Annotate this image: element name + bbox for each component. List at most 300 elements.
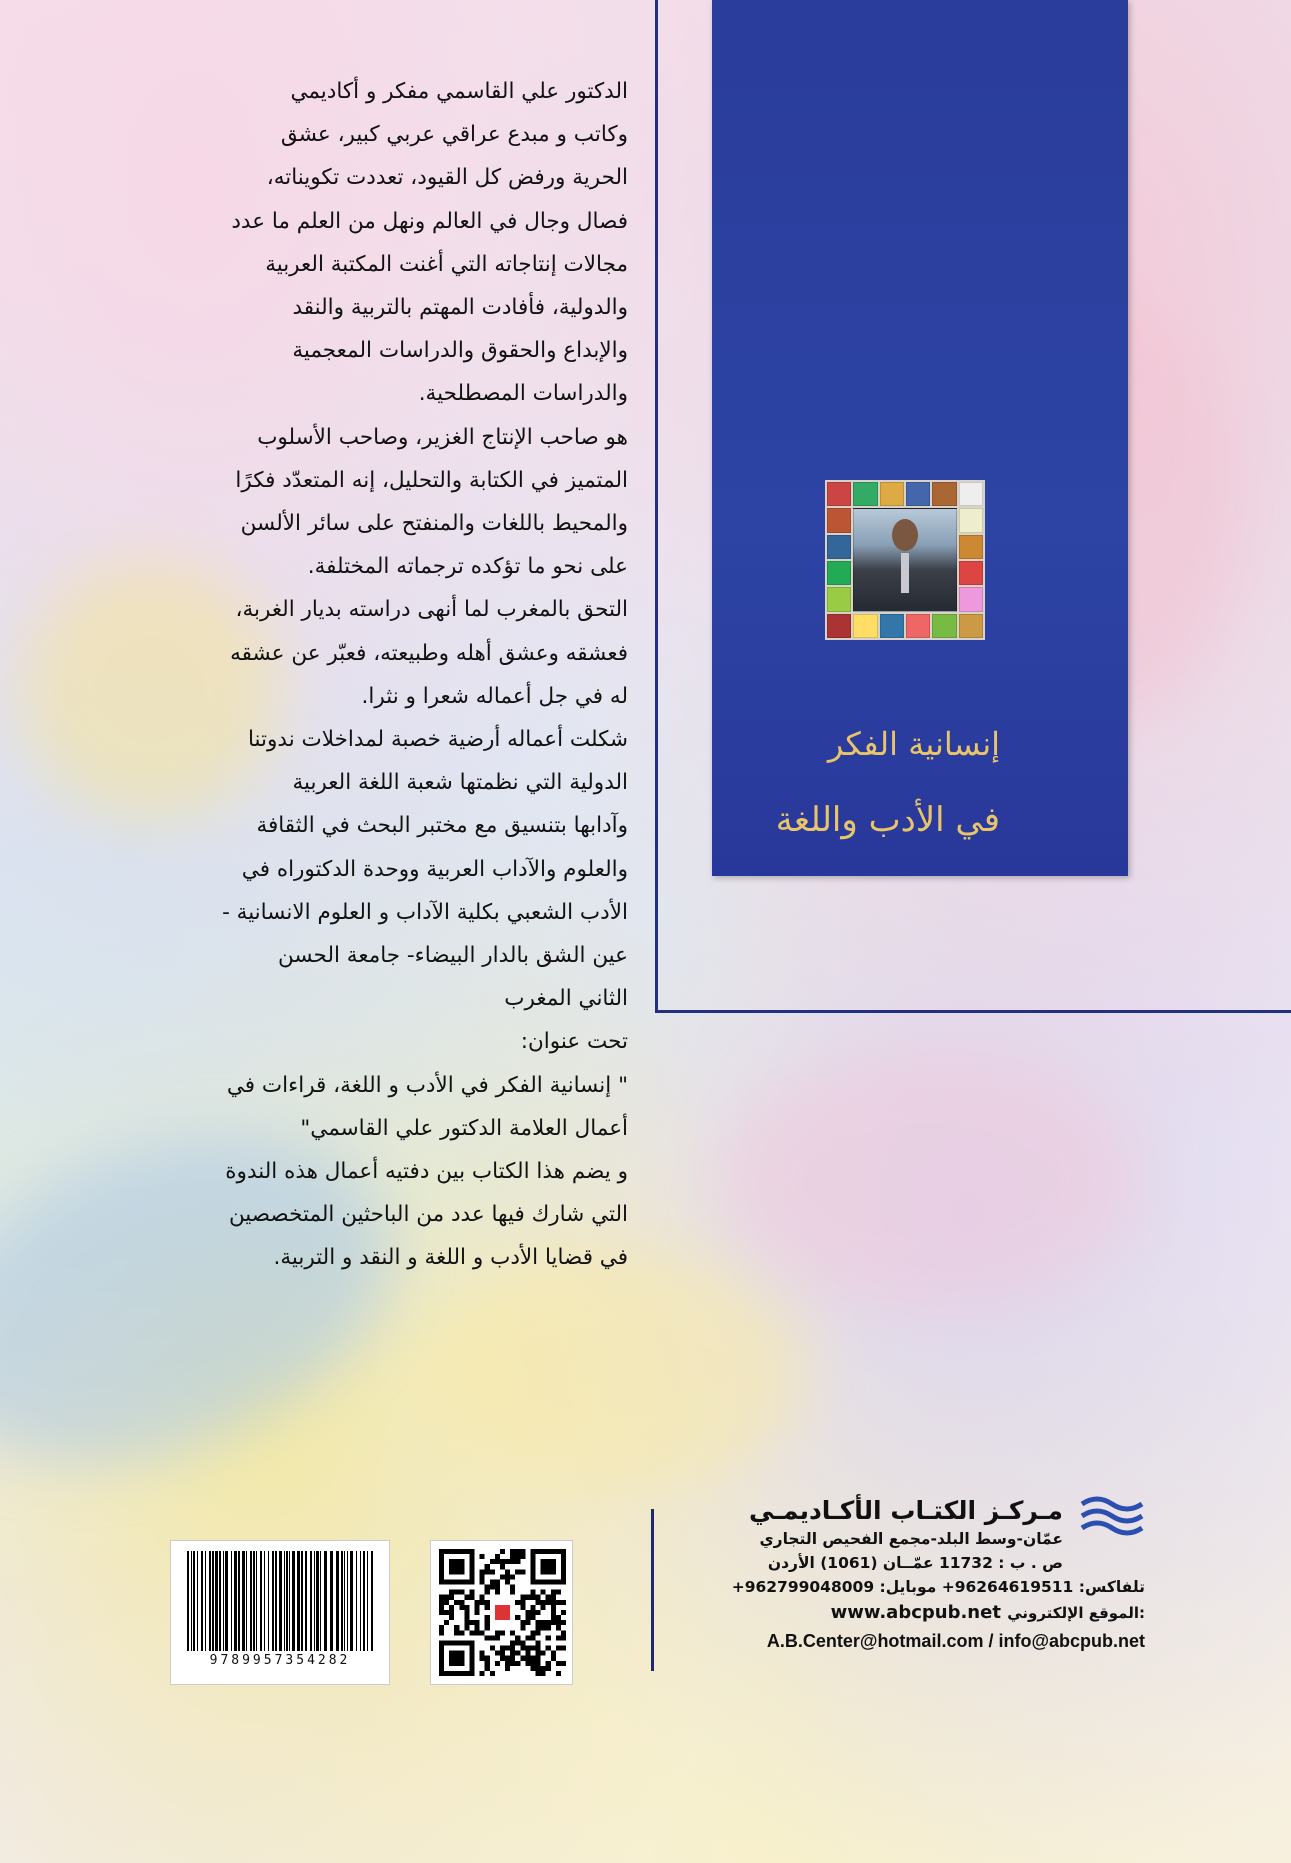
barcode-bar — [350, 1551, 353, 1651]
publisher-po-box: ص . ب : 11732 عمّــان (1061) الأردن — [767, 1554, 1063, 1572]
qr-module — [551, 1590, 556, 1595]
qr-module — [480, 1600, 485, 1605]
qr-module — [525, 1651, 530, 1656]
barcode-bar — [371, 1551, 373, 1651]
qr-module — [515, 1661, 520, 1666]
qr-module — [536, 1600, 541, 1605]
qr-module — [525, 1595, 530, 1600]
qr-module — [561, 1661, 566, 1666]
qr-module — [475, 1605, 480, 1610]
qr-module — [541, 1671, 546, 1676]
qr-module — [556, 1661, 561, 1666]
background-blob — [430, 1250, 810, 1490]
book-thumbnail — [959, 508, 983, 532]
description-line: الثاني المغرب — [504, 986, 628, 1012]
barcode-bar — [197, 1551, 198, 1651]
qr-module — [530, 1666, 535, 1671]
qr-module — [525, 1661, 530, 1666]
qr-module — [490, 1579, 495, 1584]
qr-module — [475, 1625, 480, 1630]
qr-module — [495, 1554, 500, 1559]
barcode-bar — [219, 1551, 221, 1651]
book-thumbnail — [959, 482, 983, 506]
publisher-website-label: الموقع الإلكتروني: — [1007, 1604, 1145, 1622]
qr-module — [510, 1646, 515, 1651]
qr-module — [520, 1549, 525, 1554]
qr-module — [510, 1549, 515, 1554]
qr-module — [515, 1600, 520, 1605]
qr-module — [525, 1610, 530, 1615]
qr-module — [536, 1625, 541, 1630]
book-thumbnail — [880, 614, 904, 638]
qr-module — [439, 1605, 444, 1610]
book-thumbnail — [932, 614, 956, 638]
qr-module — [495, 1651, 500, 1656]
qr-module — [551, 1615, 556, 1620]
qr-module — [561, 1620, 566, 1625]
qr-module — [454, 1630, 459, 1635]
barcode-bar — [289, 1551, 290, 1651]
qr-module — [449, 1610, 454, 1615]
qr-module — [480, 1671, 485, 1676]
qr-module — [515, 1640, 520, 1645]
qr-module — [505, 1569, 510, 1574]
qr-module — [485, 1615, 490, 1620]
qr-module — [485, 1656, 490, 1661]
book-thumbnail — [827, 614, 851, 638]
book-thumbnail — [827, 482, 851, 506]
qr-module — [515, 1615, 520, 1620]
barcode-bar — [242, 1551, 245, 1651]
description-line: مجالات إنتاجاته التي أغنت المكتبة العربية — [265, 251, 628, 277]
qr-code-icon — [439, 1549, 566, 1676]
qr-module — [510, 1574, 515, 1579]
barcode-bar — [314, 1551, 315, 1651]
qr-module — [546, 1666, 551, 1671]
barcode-bar — [316, 1551, 319, 1651]
qr-module — [510, 1640, 515, 1645]
qr-module — [490, 1671, 495, 1676]
qr-module — [459, 1630, 464, 1635]
barcode-bar — [272, 1551, 274, 1651]
qr-module — [439, 1595, 444, 1600]
barcode-bar — [367, 1551, 368, 1651]
barcode-bar — [223, 1551, 224, 1651]
qr-module — [439, 1625, 444, 1630]
qr-module — [536, 1661, 541, 1666]
book-thumbnail — [880, 482, 904, 506]
qr-module — [500, 1651, 505, 1656]
qr-module — [536, 1610, 541, 1615]
description-line: هو صاحب الإنتاج الغزير، وصاحب الأسلوب — [257, 424, 628, 450]
book-thumbnail — [959, 587, 983, 611]
qr-module — [485, 1620, 490, 1625]
book-thumbnail — [959, 614, 983, 638]
qr-module — [561, 1630, 566, 1635]
barcode-bar — [275, 1551, 277, 1651]
description-line: الحرية ورفض كل القيود، تعددت تكويناته، — [266, 165, 628, 191]
qr-module — [530, 1656, 535, 1661]
description-line: و يضم هذا الكتاب بين دفتيه أعمال هذه الندوة — [225, 1159, 628, 1185]
description-line: على نحو ما تؤكده ترجماته المختلفة. — [307, 554, 628, 580]
qr-module — [530, 1635, 535, 1640]
qr-module — [464, 1615, 469, 1620]
qr-module — [480, 1569, 485, 1574]
description-line: والعلوم والآداب العربية ووحدة الدكتوراه في — [241, 856, 628, 882]
qr-module — [490, 1585, 495, 1590]
barcode-bar — [330, 1551, 333, 1651]
description-line: والمحيط باللغات والمنفتح على سائر الألسن — [240, 511, 628, 537]
qr-module — [561, 1635, 566, 1640]
qr-module — [475, 1610, 480, 1615]
publisher-website[interactable]: www.abcpub.net — [830, 1602, 1001, 1623]
book-thumbnail — [827, 508, 851, 532]
barcode-bar — [231, 1551, 232, 1651]
qr-module — [546, 1625, 551, 1630]
qr-module — [480, 1554, 485, 1559]
description-line: وكاتب و مبدع عراقي عربي كبير، عشق — [280, 122, 628, 148]
book-thumbnail — [906, 614, 930, 638]
qr-module — [485, 1625, 490, 1630]
qr-module — [546, 1635, 551, 1640]
qr-module — [515, 1651, 520, 1656]
qr-module — [546, 1646, 551, 1651]
barcode-bar — [310, 1551, 312, 1651]
qr-module — [444, 1620, 449, 1625]
back-cover-description — [68, 70, 628, 1280]
description-line: والدولية، فأفادت المهتم بالتربية والنقد — [292, 295, 628, 321]
qr-module — [485, 1590, 490, 1595]
qr-module — [530, 1630, 535, 1635]
barcode-bar — [256, 1551, 257, 1651]
qr-module — [510, 1656, 515, 1661]
qr-module — [556, 1620, 561, 1625]
qr-module — [546, 1620, 551, 1625]
qr-module — [469, 1595, 474, 1600]
publisher-phones: تلفاكس: 96264619511+ موبايل: 962799048009+ — [731, 1578, 1145, 1596]
barcode-bar — [305, 1551, 307, 1651]
qr-module — [505, 1579, 510, 1584]
barcode-bar — [225, 1551, 228, 1651]
qr-module — [556, 1671, 561, 1676]
qr-module — [525, 1620, 530, 1625]
qr-module — [536, 1620, 541, 1625]
qr-module — [530, 1615, 535, 1620]
publisher-address: عمّان-وسط البلد-مجمع الفحيص التجاري — [759, 1530, 1063, 1548]
qr-module — [561, 1610, 566, 1615]
qr-module — [500, 1559, 505, 1564]
author-photo-collage — [825, 480, 985, 640]
qr-module — [556, 1635, 561, 1640]
background-blob — [720, 1050, 1140, 1310]
qr-module — [469, 1590, 474, 1595]
book-thumbnail — [827, 587, 851, 611]
qr-module — [505, 1666, 510, 1671]
qr-module — [520, 1640, 525, 1645]
book-thumbnail — [906, 482, 930, 506]
qr-module — [536, 1640, 541, 1645]
qr-module — [485, 1564, 490, 1569]
barcode-bar — [215, 1551, 218, 1651]
qr-module — [490, 1559, 495, 1564]
qr-module — [464, 1610, 469, 1615]
qr-module — [500, 1656, 505, 1661]
barcode-bar — [234, 1551, 237, 1651]
qr-module — [464, 1595, 469, 1600]
qr-module — [480, 1595, 485, 1600]
qr-finder — [541, 1559, 556, 1574]
qr-module — [510, 1554, 515, 1559]
qr-module — [500, 1630, 505, 1635]
qr-module — [459, 1590, 464, 1595]
barcode-bar — [246, 1551, 247, 1651]
qr-module — [505, 1656, 510, 1661]
barcode-bar — [268, 1551, 269, 1651]
qr-module — [444, 1600, 449, 1605]
qr-module — [469, 1630, 474, 1635]
qr-module — [439, 1600, 444, 1605]
qr-module — [515, 1559, 520, 1564]
barcode-bar — [205, 1551, 206, 1651]
barcode-bar — [347, 1551, 348, 1651]
barcode-bar — [238, 1551, 240, 1651]
qr-module — [459, 1605, 464, 1610]
barcode-bar — [193, 1551, 195, 1651]
qr-module — [525, 1635, 530, 1640]
qr-module — [485, 1585, 490, 1590]
qr-module — [530, 1646, 535, 1651]
portrait-shirt — [901, 553, 909, 593]
barcode-bar — [279, 1551, 282, 1651]
cover-title-line1: إنسانية الفكر — [827, 725, 1000, 763]
qr-module — [515, 1554, 520, 1559]
description-line: المتميز في الكتابة والتحليل، إنه المتعدّد فكرًا — [235, 467, 628, 493]
qr-module — [490, 1569, 495, 1574]
barcode-bar — [209, 1551, 211, 1651]
qr-module — [449, 1590, 454, 1595]
qr-module — [480, 1651, 485, 1656]
qr-module — [485, 1569, 490, 1574]
qr-module — [495, 1635, 500, 1640]
qr-module — [536, 1651, 541, 1656]
qr-module — [541, 1605, 546, 1610]
barcode-bar — [360, 1551, 361, 1651]
qr-module — [541, 1666, 546, 1671]
qr-module — [464, 1620, 469, 1625]
qr-module — [541, 1600, 546, 1605]
qr-module — [530, 1595, 535, 1600]
qr-module — [556, 1625, 561, 1630]
barcode-bar — [264, 1551, 265, 1651]
qr-module — [520, 1569, 525, 1574]
qr-module — [520, 1656, 525, 1661]
barcode-bar — [356, 1551, 357, 1651]
barcode-bar — [292, 1551, 295, 1651]
qr-module — [551, 1620, 556, 1625]
qr-module — [515, 1569, 520, 1574]
description-line: في قضايا الأدب و اللغة و النقد و التربية. — [273, 1245, 628, 1271]
isbn-barcode — [170, 1540, 390, 1685]
isbn-number: 9789957354282 — [209, 1653, 351, 1668]
qr-module — [464, 1625, 469, 1630]
qr-module — [536, 1595, 541, 1600]
qr-module — [449, 1595, 454, 1600]
qr-module — [475, 1600, 480, 1605]
qr-module — [546, 1661, 551, 1666]
qr-module — [495, 1585, 500, 1590]
qr-module — [439, 1610, 444, 1615]
qr-module — [551, 1610, 556, 1615]
qr-module — [500, 1574, 505, 1579]
publisher-divider — [651, 1509, 654, 1671]
description-line: الأدب الشعبي بكلية الآداب و العلوم الانسانية - — [222, 899, 628, 925]
qr-module — [485, 1635, 490, 1640]
qr-module — [495, 1559, 500, 1564]
qr-module — [530, 1605, 535, 1610]
qr-module — [530, 1661, 535, 1666]
barcode-bar — [260, 1551, 262, 1651]
description-line: الدولية التي نظمتها شعبة اللغة العربية — [292, 770, 628, 796]
qr-module — [485, 1666, 490, 1671]
description-line: عين الشق بالدار البيضاء- جامعة الحسن — [278, 943, 628, 969]
qr-module — [510, 1661, 515, 1666]
qr-module — [546, 1600, 551, 1605]
qr-module — [510, 1559, 515, 1564]
qr-module — [536, 1646, 541, 1651]
qr-module — [556, 1615, 561, 1620]
description-line: فصال وجال في العالم ونهل من العلم ما عدد — [231, 208, 628, 234]
qr-module — [510, 1585, 515, 1590]
barcode-bar — [341, 1551, 343, 1651]
qr-module — [536, 1671, 541, 1676]
qr-module — [530, 1610, 535, 1615]
description-line: له في جل أعماله شعرا و نثرا. — [361, 683, 628, 709]
qr-module — [439, 1630, 444, 1635]
qr-module — [500, 1564, 505, 1569]
description-line: فعشقه وعشق أهله وطبيعته، فعبّر عن عشقه — [230, 640, 628, 666]
qr-module — [520, 1554, 525, 1559]
qr-module — [485, 1605, 490, 1610]
qr-module — [495, 1661, 500, 1666]
qr-module — [525, 1646, 530, 1651]
description-line: تحت عنوان: — [520, 1029, 628, 1055]
barcode-bar — [286, 1551, 288, 1651]
book-thumbnail — [827, 561, 851, 585]
publisher-emails[interactable]: A.B.Center@hotmail.com / info@abcpub.net — [766, 1631, 1145, 1651]
qr-module — [530, 1590, 535, 1595]
qr-module — [510, 1590, 515, 1595]
barcode-bar — [201, 1551, 203, 1651]
author-portrait — [853, 508, 956, 611]
qr-module — [449, 1615, 454, 1620]
qr-module — [480, 1579, 485, 1584]
qr-module — [541, 1590, 546, 1595]
qr-module — [551, 1656, 556, 1661]
qr-module — [520, 1600, 525, 1605]
qr-module — [525, 1656, 530, 1661]
publisher-website-row — [655, 1599, 1145, 1627]
qr-module — [490, 1646, 495, 1651]
qr-module — [515, 1549, 520, 1554]
qr-module — [520, 1595, 525, 1600]
barcode-bar — [324, 1551, 327, 1651]
book-thumbnail — [959, 535, 983, 559]
qr-module — [454, 1625, 459, 1630]
qr-module — [505, 1559, 510, 1564]
qr-module — [525, 1615, 530, 1620]
qr-module — [444, 1595, 449, 1600]
publisher-info — [655, 1496, 1145, 1655]
qr-module — [520, 1605, 525, 1610]
qr-module — [480, 1630, 485, 1635]
portrait-face — [892, 519, 918, 551]
qr-module — [464, 1605, 469, 1610]
barcode-bar — [253, 1551, 255, 1651]
barcode-bar — [250, 1551, 252, 1651]
qr-module — [505, 1661, 510, 1666]
qr-module — [515, 1635, 520, 1640]
description-line: وآدابها بتنسيق مع مختبر البحث في الثقافة — [256, 813, 628, 839]
qr-module — [485, 1661, 490, 1666]
barcode-bar — [363, 1551, 365, 1651]
cover-title-line2: في الأدب واللغة — [775, 800, 1000, 840]
barcode-bar — [212, 1551, 214, 1651]
qr-module — [495, 1579, 500, 1584]
description-line: التي شارك فيها عدد من الباحثين المتخصصين — [228, 1202, 628, 1228]
qr-code — [430, 1540, 573, 1685]
qr-module — [556, 1590, 561, 1595]
qr-module — [541, 1620, 546, 1625]
qr-module — [556, 1600, 561, 1605]
qr-module — [480, 1574, 485, 1579]
description-line: والدراسات المصطلحية. — [418, 381, 628, 407]
qr-module — [510, 1630, 515, 1635]
qr-module — [495, 1630, 500, 1635]
barcode-bar — [187, 1551, 189, 1651]
qr-module — [475, 1620, 480, 1625]
barcode-bar — [320, 1551, 321, 1651]
book-thumbnail — [853, 614, 877, 638]
qr-module — [480, 1656, 485, 1661]
qr-module — [469, 1620, 474, 1625]
qr-module — [454, 1590, 459, 1595]
qr-module — [449, 1605, 454, 1610]
qr-center-logo — [495, 1605, 510, 1620]
qr-finder — [449, 1559, 464, 1574]
barcode-bar — [191, 1551, 192, 1651]
qr-module — [505, 1574, 510, 1579]
qr-module — [551, 1600, 556, 1605]
barcode-bars — [185, 1551, 377, 1651]
qr-module — [541, 1651, 546, 1656]
qr-module — [536, 1630, 541, 1635]
qr-module — [520, 1625, 525, 1630]
qr-module — [500, 1549, 505, 1554]
description-line: أعمال العلامة الدكتور علي القاسمي" — [300, 1115, 628, 1141]
barcode-bar — [284, 1551, 285, 1651]
book-thumbnail — [932, 482, 956, 506]
qr-module — [556, 1646, 561, 1651]
qr-module — [561, 1646, 566, 1651]
barcode-bar — [336, 1551, 339, 1651]
qr-finder — [449, 1651, 464, 1666]
qr-module — [541, 1625, 546, 1630]
qr-module — [475, 1630, 480, 1635]
barcode-bar — [301, 1551, 303, 1651]
qr-module — [520, 1646, 525, 1651]
qr-module — [536, 1666, 541, 1671]
description-line: التحق بالمغرب لما أنهى دراسته بديار الغربة، — [235, 597, 628, 623]
